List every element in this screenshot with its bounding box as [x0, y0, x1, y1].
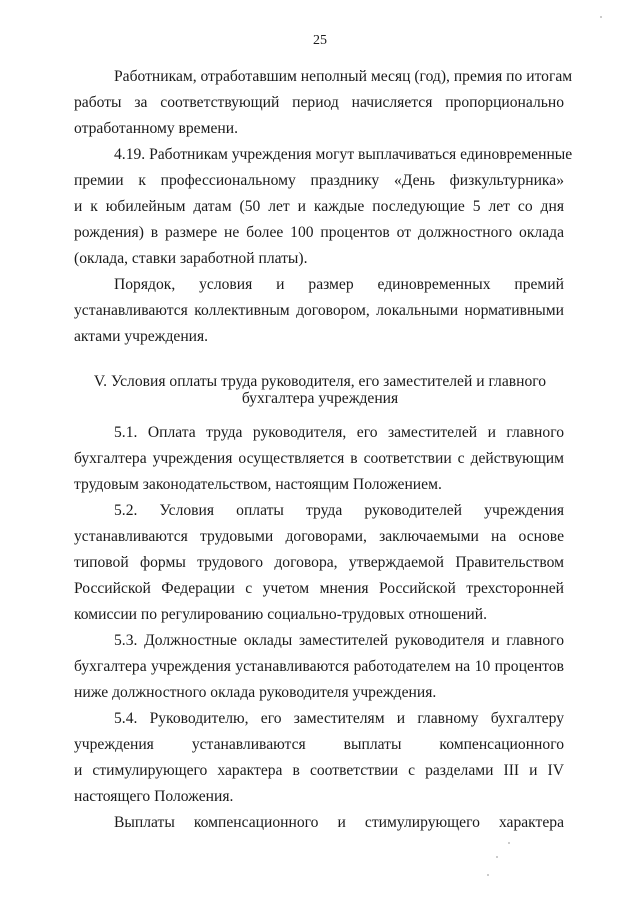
text-line: бухгалтера учреждения устанавливаются работодателем на 10 процентов [74, 658, 564, 675]
paragraph-block-4 [74, 64, 573, 350]
text-line: 5.4. Руководителю, его заместителям и главному бухгалтеру [114, 710, 564, 727]
text-line: 5.2. Условия оплаты труда руководителей учреждения [114, 502, 564, 519]
section-heading-line: V. Условия оплаты труда руководителя, его заместителей и главного [93, 373, 547, 390]
section-heading [60, 373, 580, 407]
text-line: и к юбилейным датам (50 лет и каждые последующие 5 лет со дня [74, 198, 564, 215]
text-line: рождения) в размере не более 100 процентов от должностного оклада [74, 224, 564, 241]
text-line: бухгалтера учреждения осуществляется в соответствии с действующим [74, 450, 564, 467]
text-line: актами учреждения. [74, 328, 209, 345]
text-line: комиссии по регулированию социально-трудовых отношений. [74, 606, 488, 623]
text-line: 4.19. Работникам учреждения могут выплачиваться единовременные [114, 146, 573, 163]
text-line: Российской Федерации с учетом мнения Российской трехсторонней [74, 580, 564, 597]
text-line: устанавливаются трудовыми договорами, заключаемыми на основе [74, 528, 564, 545]
text-line: устанавливаются коллективным договором, локальными нормативными [74, 302, 564, 319]
text-line: настоящего Положения. [74, 788, 234, 805]
text-line: ниже должностного оклада руководителя учреждения. [74, 684, 437, 701]
scan-speck [508, 842, 510, 844]
text-line: премии к профессиональному празднику «День физкультурника» [74, 172, 564, 189]
scan-speck [600, 16, 602, 18]
text-line: трудовым законодательством, настоящим Положением. [74, 476, 442, 493]
text-line: 5.1. Оплата труда руководителя, его заместителей и главного [114, 424, 564, 441]
page-number: 25 [313, 33, 327, 48]
paragraph-block-5 [74, 420, 564, 836]
scan-speck [487, 874, 489, 876]
scan-speck [496, 856, 498, 858]
text-line: типовой формы трудового договора, утверждаемой Правительством [74, 554, 564, 571]
section-heading-line: бухгалтера учреждения [241, 390, 399, 407]
text-line: (оклада, ставки заработной платы). [74, 250, 308, 267]
text-line: 5.3. Должностные оклады заместителей руководителя и главного [114, 632, 564, 649]
text-line: Порядок, условия и размер единовременных премий [114, 276, 564, 293]
text-line: учреждения устанавливаются выплаты компенсационного [74, 736, 564, 753]
text-line: отработанному времени. [74, 120, 238, 137]
text-line: работы за соответствующий период начисляется пропорционально [74, 94, 564, 111]
text-line: Работникам, отработавшим неполный месяц (год), премия по итогам [114, 68, 573, 85]
text-line: Выплаты компенсационного и стимулирующего характера [114, 814, 564, 831]
text-line: и стимулирующего характера в соответствии с разделами III и IV [74, 762, 564, 779]
